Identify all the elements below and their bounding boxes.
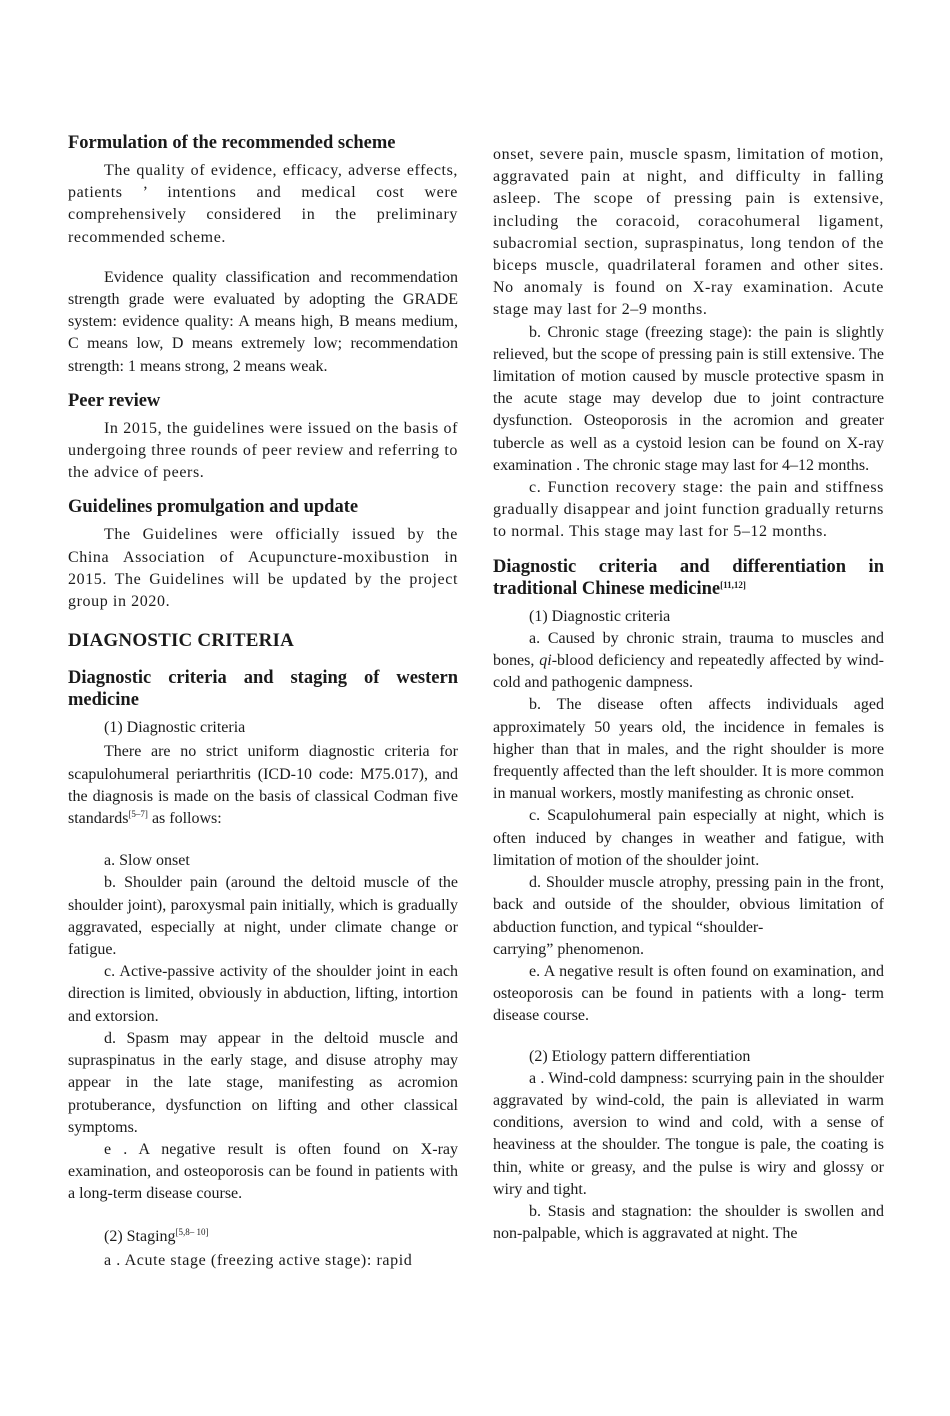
criterion-c: c. Active-passive activity of the shoulder joint in each direction is limited, obviously in abduction, lifting, intortion and extorsion.	[68, 963, 458, 1025]
tcm-criterion-e: e. A negative result is often found on examination, and osteoporosis can be found in patients with a long- term disease course.	[493, 962, 884, 1025]
tcm-criterion-a	[493, 628, 884, 695]
reference-5-8-10: [5,8– 10]	[175, 1226, 209, 1237]
heading-tcm-text: Diagnostic criteria and differentiation in traditional Chinese medicine	[493, 556, 884, 599]
paragraph-formulation: The quality of evidence, efficacy, adverse effects, patients ’ intentions and medical cost were comprehensively considered in the preliminary recommended scheme.	[68, 162, 458, 246]
criterion-b: b. Shoulder pain (around the deltoid muscle of the shoulder joint), paroxysmal pain initially, which is gradually aggravated, especially at night, under climate change or fatigue.	[68, 874, 458, 959]
paragraph-diagnostic-intro	[68, 741, 458, 830]
label-tcm-diagnostic-criteria: (1) Diagnostic criteria	[529, 607, 671, 625]
chronic-stage: b. Chronic stage (freezing stage): the pain is slightly relieved, but the scope of pressing pain is still extensive. The limitation of motion caused by muscle protective spasm in the acute stage may develop due to joint contracture dysfunction. Osteoporosis in the acromion and greater tubercle as well as a cystoid lesion can be found on X-ray examination . The chronic stage may last for 4–12 months.	[493, 323, 884, 474]
tcm-criterion-d-tail: carrying” phenomenon.	[493, 940, 645, 958]
paragraph-promulgation: The Guidelines were officially issued by the China Association of Acupuncture-moxibustion in 2015. The Guidelines will be updated by the project group in 2020.	[68, 526, 458, 611]
diagnostic-intro-tail: as follows:	[147, 810, 222, 828]
pattern-stasis: b. Stasis and stagnation: the shoulder is swollen and non-palpable, which is aggravated at night. The	[493, 1202, 884, 1243]
right-column	[493, 144, 884, 1245]
tcm-a-post: -blood deficiency and repeatedly affected by wind-cold and pathogenic dampness.	[493, 652, 885, 692]
heading-promulgation: Guidelines promulgation and update	[68, 497, 359, 518]
label-etiology: (2) Etiology pattern differentiation	[529, 1047, 751, 1065]
tcm-criterion-b: b. The disease often affects individuals aged approximately 50 years old, the incidence in females is higher than that in males, and the right shoulder is more frequently affected than the left shoulder. It is more common in manual workers, mostly manifesting as chronic onset.	[493, 696, 884, 803]
acute-stage-continued: onset, severe pain, muscle spasm, limitation of motion, aggravated pain at night, and difficulty in falling asleep. The scope of pressing pain is extensive, including the coracoid, coracohumeral ligament, subacromial section, supraspinatus, long tendon of the biceps muscle, quadrilateral foramen and other sites. No anomaly is found on X-ray examination. Acute stage may last for 2–9 months.	[493, 146, 884, 319]
label-diagnostic-criteria: (1) Diagnostic criteria	[104, 719, 246, 737]
tcm-criterion-d: d. Shoulder muscle atrophy, pressing pain in the front, back and outside of the shoulder, obvious limitation of abduction function, and typical “shoulder-	[493, 874, 884, 936]
diagnostic-intro-text: There are no strict uniform diagnostic criteria for scapulohumeral periarthritis (ICD-10 code: M75.017), and the diagnosis is made on the basis of classical Codman five standards	[68, 743, 458, 828]
heading-western-medicine: Diagnostic criteria and staging of western medicine	[68, 668, 458, 711]
staging-text: (2) Staging	[104, 1227, 176, 1245]
tcm-criterion-c: c. Scapulohumeral pain especially at night, which is often induced by changes in weather and fatigue, with limitation of motion of the shoulder joint.	[493, 807, 884, 869]
tcm-a-pre: a. Caused by chronic strain, trauma to muscles and bones,	[493, 629, 884, 670]
criterion-e: e . A negative result is often found on X-ray examination, and osteoporosis can be found in patients with a long-term disease course.	[68, 1140, 458, 1203]
acute-stage-start: a . Acute stage (freezing active stage): rapid	[104, 1251, 413, 1269]
criterion-d: d. Spasm may appear in the deltoid muscle and supraspinatus in the early stage, and disuse atrophy may appear in the late stage, manifesting as acromion protuberance, dysfunction on lifting and other classical symptoms.	[68, 1029, 458, 1136]
pattern-wind-cold: a . Wind-cold dampness: scurrying pain in the shoulder aggravated by wind-cold, the pain is alleviated in warm conditions, aversion to wind and cold, with a sense of heaviness at the shoulder. The tongue is pale, the coating is thin, white or greasy, and the pulse is wiry and glossy or wiry and tight.	[493, 1069, 884, 1198]
criterion-a: a. Slow onset	[104, 852, 190, 870]
recovery-stage: c. Function recovery stage: the pain and stiffness gradually disappear and joint function gradually returns to normal. This stage may last for 5–12 months.	[493, 479, 884, 541]
label-staging	[68, 1226, 458, 1248]
paragraph-grade: Evidence quality classification and recommendation strength grade were evaluated by adopting the GRADE system: evidence quality: A means high, B means medium, C means low, D means extremely low; recommendation strength: 1 means strong, 2 means weak.	[68, 268, 458, 375]
heading-peer-review: Peer review	[68, 390, 161, 411]
heading-formulation: Formulation of the recommended scheme	[68, 133, 396, 153]
tcm-a-qi: qi	[539, 652, 552, 670]
paragraph-peer-review: In 2015, the guidelines were issued on the basis of undergoing three rounds of peer review and referring to the advice of peers.	[68, 419, 458, 482]
reference-5-7: [5–7]	[128, 809, 148, 820]
heading-diagnostic-criteria: DIAGNOSTIC CRITERIA	[68, 630, 295, 652]
heading-tcm	[493, 556, 884, 600]
left-column	[68, 132, 458, 1272]
reference-11-12: [11,12]	[720, 579, 746, 590]
